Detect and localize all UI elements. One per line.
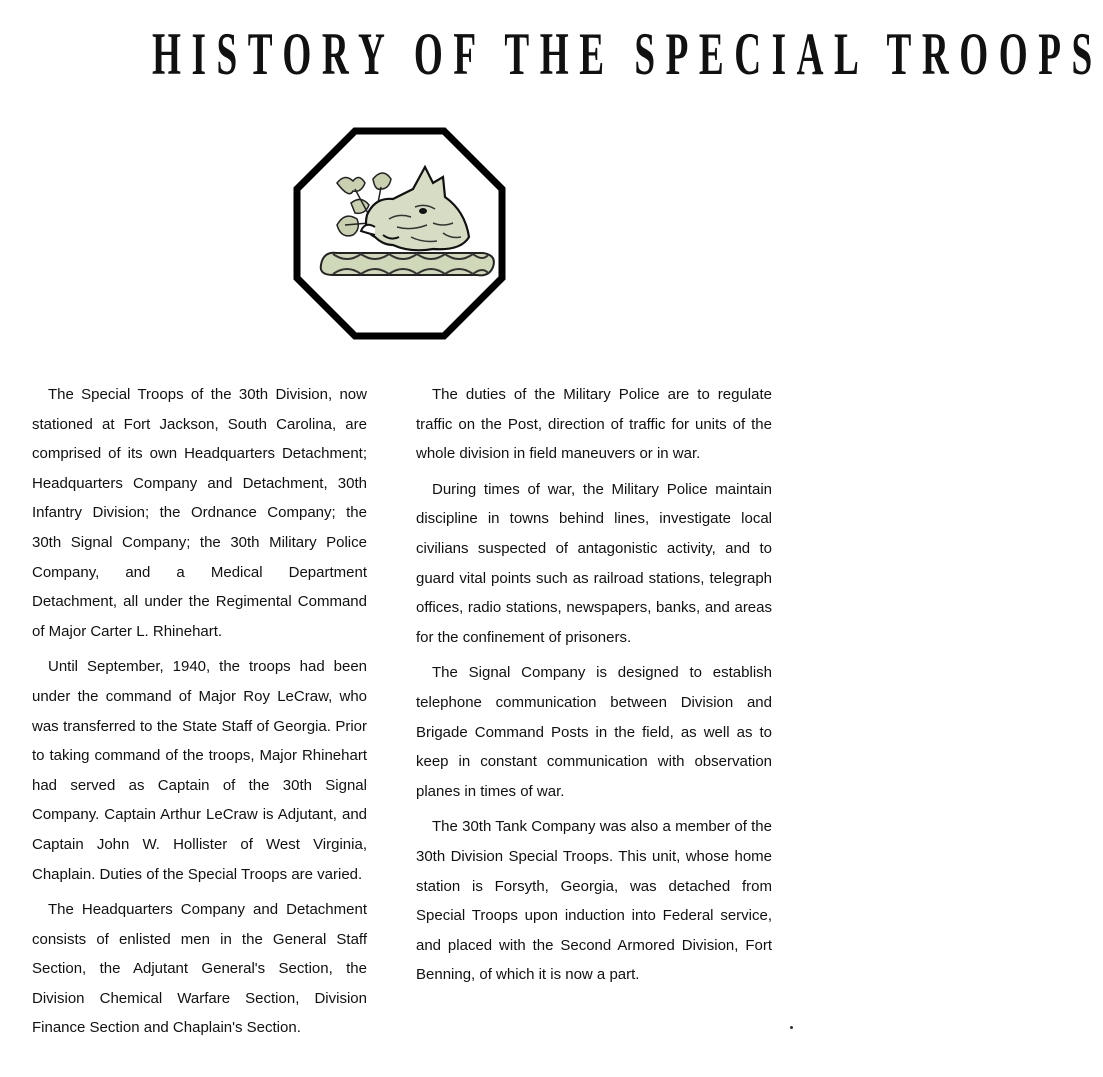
paragraph: The duties of the Military Police are to regulate traffic on the Post, direction of traffic for units of the whole division in field maneuvers or in war. xyxy=(416,386,772,463)
paragraph: The Signal Company is designed to establish telephone communication between Division and Brigade Command Posts in the field, as well as to keep in constant communication with observation planes in times of war. xyxy=(416,664,772,800)
page-title: HISTORY OF THE SPECIAL TROOPS xyxy=(152,21,1103,87)
paragraph: The 30th Tank Company was also a member of the 30th Division Special Troops. This unit, whose home station is Forsyth, Georgia, was detached from Special Troops upon induction into Federal service, and placed with the Second Armored Division, Fort Benning, of which it is now a part. xyxy=(416,818,772,984)
paragraph: During times of war, the Military Police maintain discipline in towns behind lines, investigate local civilians suspected of antagonistic activity, and to guard vital points such as railroad stations, telegraph offices, radio stations, newspapers, banks, and areas for the confinement of prisoners. xyxy=(416,480,772,646)
stray-mark xyxy=(790,1026,793,1029)
boar-head-insignia-icon xyxy=(293,127,506,340)
paragraph: The Special Troops of the 30th Division, now stationed at Fort Jackson, South Carolina, are comprised of its own Headquarters Detachment; Headquarters Company and Detachment, 30th Infantry Division; the Ordnance Company; the 30th Signal Company; the 30th Military Police Company, and a Medical Department Detachment, all under the Regimental Command of Major Carter L. Rhinehart. xyxy=(32,386,367,640)
wreath-icon xyxy=(321,253,494,276)
paragraph: The Headquarters Company and Detachment consists of enlisted men in the General Staff Section, the Adjutant General's Section, the Division Chemical Warfare Section, Division Finance Section and Chaplain's Section. xyxy=(32,901,367,1037)
paragraph: Until September, 1940, the troops had been under the command of Major Roy LeCraw, who was transferred to the State Staff of Georgia. Prior to taking command of the troops, Major Rhinehart had served as Captain of the 30th Signal Company. Captain Arthur LeCraw is Adjutant, and Captain John W. Hollister of West Virginia, Chaplain. Duties of the Special Troops are varied. xyxy=(32,658,367,883)
right-column xyxy=(416,380,772,996)
left-column xyxy=(32,380,367,1049)
